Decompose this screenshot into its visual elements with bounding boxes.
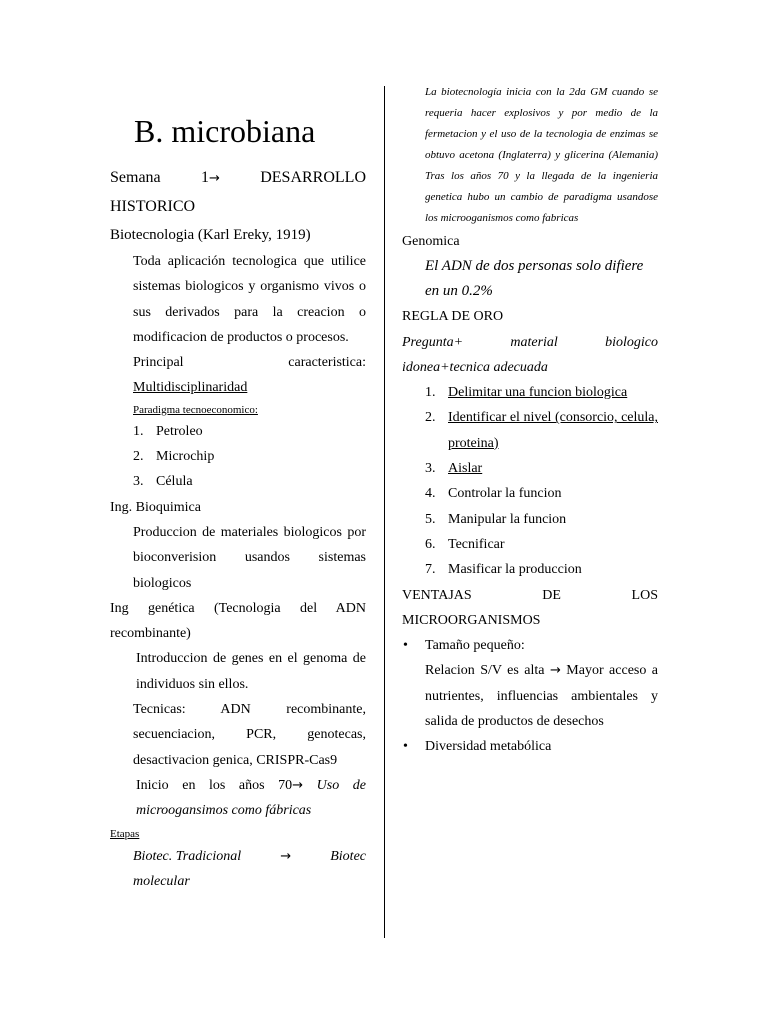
ventajas-heading: VENTAJAS DE LOS MICROORGANISMOS bbox=[402, 587, 658, 628]
etapas-row: Biotec. Tradicional → Biotec bbox=[133, 844, 366, 869]
ventajas-list-2 bbox=[402, 734, 658, 759]
genetica-heading: Ing genética (Tecnologia del ADN recombinante) bbox=[110, 600, 366, 642]
etapas-label: Etapas bbox=[110, 827, 140, 840]
list-item: • Diversidad metabólica bbox=[402, 734, 658, 759]
list-item: • Tamaño pequeño: bbox=[402, 633, 658, 658]
list-item: 2. Identificar el nivel (consorcio, celula, proteina) bbox=[425, 410, 658, 451]
paradigm-list bbox=[110, 419, 366, 495]
biotec-heading: Biotecnologia (Karl Ereky, 1919) bbox=[110, 227, 311, 243]
list-item: 3. Célula bbox=[133, 474, 193, 490]
regla-steps-list bbox=[402, 380, 658, 582]
tecnicas-text: Tecnicas: ADN recombinante, secuenciacion, PCR, genotecas, desactivacion genica, CRISPR-Cas9 bbox=[133, 702, 366, 768]
etapas-continuation: molecular bbox=[133, 873, 190, 889]
bullet-icon: • bbox=[403, 638, 408, 654]
principal-row bbox=[133, 350, 366, 375]
week-label: Semana bbox=[110, 169, 161, 186]
paradigm-label: Paradigma tecnoeconomico: bbox=[133, 403, 258, 416]
week-heading-text: DESARROLLO bbox=[260, 169, 366, 186]
inicio-text: Inicio en los años 70→ Uso de microogansimos como fábricas bbox=[136, 777, 367, 819]
list-item: 4. Controlar la funcion bbox=[425, 486, 562, 502]
left-column bbox=[110, 108, 366, 894]
genomica-text: El ADN de dos personas solo difiere en un 0.2% bbox=[425, 258, 644, 300]
regla-heading: REGLA DE ORO bbox=[402, 309, 504, 325]
list-item: 7. Masificar la produccion bbox=[425, 562, 582, 578]
page-title: B. microbiana bbox=[134, 113, 316, 149]
biotec-definition: Toda aplicación tecnologica que utilice sistemas biologicos y organismo vivos o sus derivados para la creacion o modificacion de productos o procesos. bbox=[133, 254, 366, 345]
week-number: 1→ bbox=[200, 169, 220, 186]
bioquimica-text: Produccion de materiales biologicos por bioconverision usandos sistemas biologicos bbox=[133, 524, 366, 591]
arrow-icon: → bbox=[208, 171, 220, 186]
genomica-heading: Genomica bbox=[402, 234, 460, 249]
arrow-icon: → bbox=[292, 777, 304, 793]
genetica-text: Introduccion de genes en el genoma de individuos sin ellos. bbox=[136, 651, 366, 692]
bullet-icon: • bbox=[403, 739, 408, 755]
list-item: 3. Aislar bbox=[425, 461, 483, 477]
arrow-icon: → bbox=[280, 848, 292, 864]
list-item: 1. Petroleo bbox=[133, 423, 203, 439]
principal-value: caracteristica: bbox=[288, 355, 366, 371]
arrow-icon: → bbox=[549, 663, 561, 679]
history-paragraph: La biotecnología inicia con la 2da GM cuando se requeria hacer explosivos y por medio de la fermetacion y el uso de la tecnologia de enzimas se obtuvo acetona (Inglaterra) y glicerina (Alemania) Tras los años 70 y la llegada de la ingenieria genetica hubo un cambio de paradigma usandose los microoganismos como fabricas bbox=[425, 86, 658, 224]
bioquimica-heading: Ing. Bioquimica bbox=[110, 499, 201, 515]
principal-label: Principal bbox=[133, 355, 184, 371]
list-item: 1. Delimitar una funcion biologica bbox=[425, 385, 628, 401]
ventajas-list bbox=[402, 633, 658, 658]
week-heading bbox=[110, 164, 366, 193]
list-item: 5. Manipular la funcion bbox=[425, 511, 567, 527]
list-item: 6. Tecnificar bbox=[425, 536, 505, 552]
ventajas-detail: Relacion S/V es alta → Mayor acceso a nutrientes, influencias ambientales y salida de productos de desechos bbox=[425, 663, 659, 730]
list-item: 2. Microchip bbox=[133, 449, 215, 465]
week-heading-line-2: HISTORICO bbox=[110, 198, 196, 215]
multidisciplinaridad: Multidisciplinaridad bbox=[133, 380, 248, 396]
column-divider bbox=[384, 86, 385, 938]
right-column bbox=[402, 82, 658, 760]
regla-text: Pregunta+ material biologico idonea+tecnica adecuada bbox=[402, 334, 658, 375]
